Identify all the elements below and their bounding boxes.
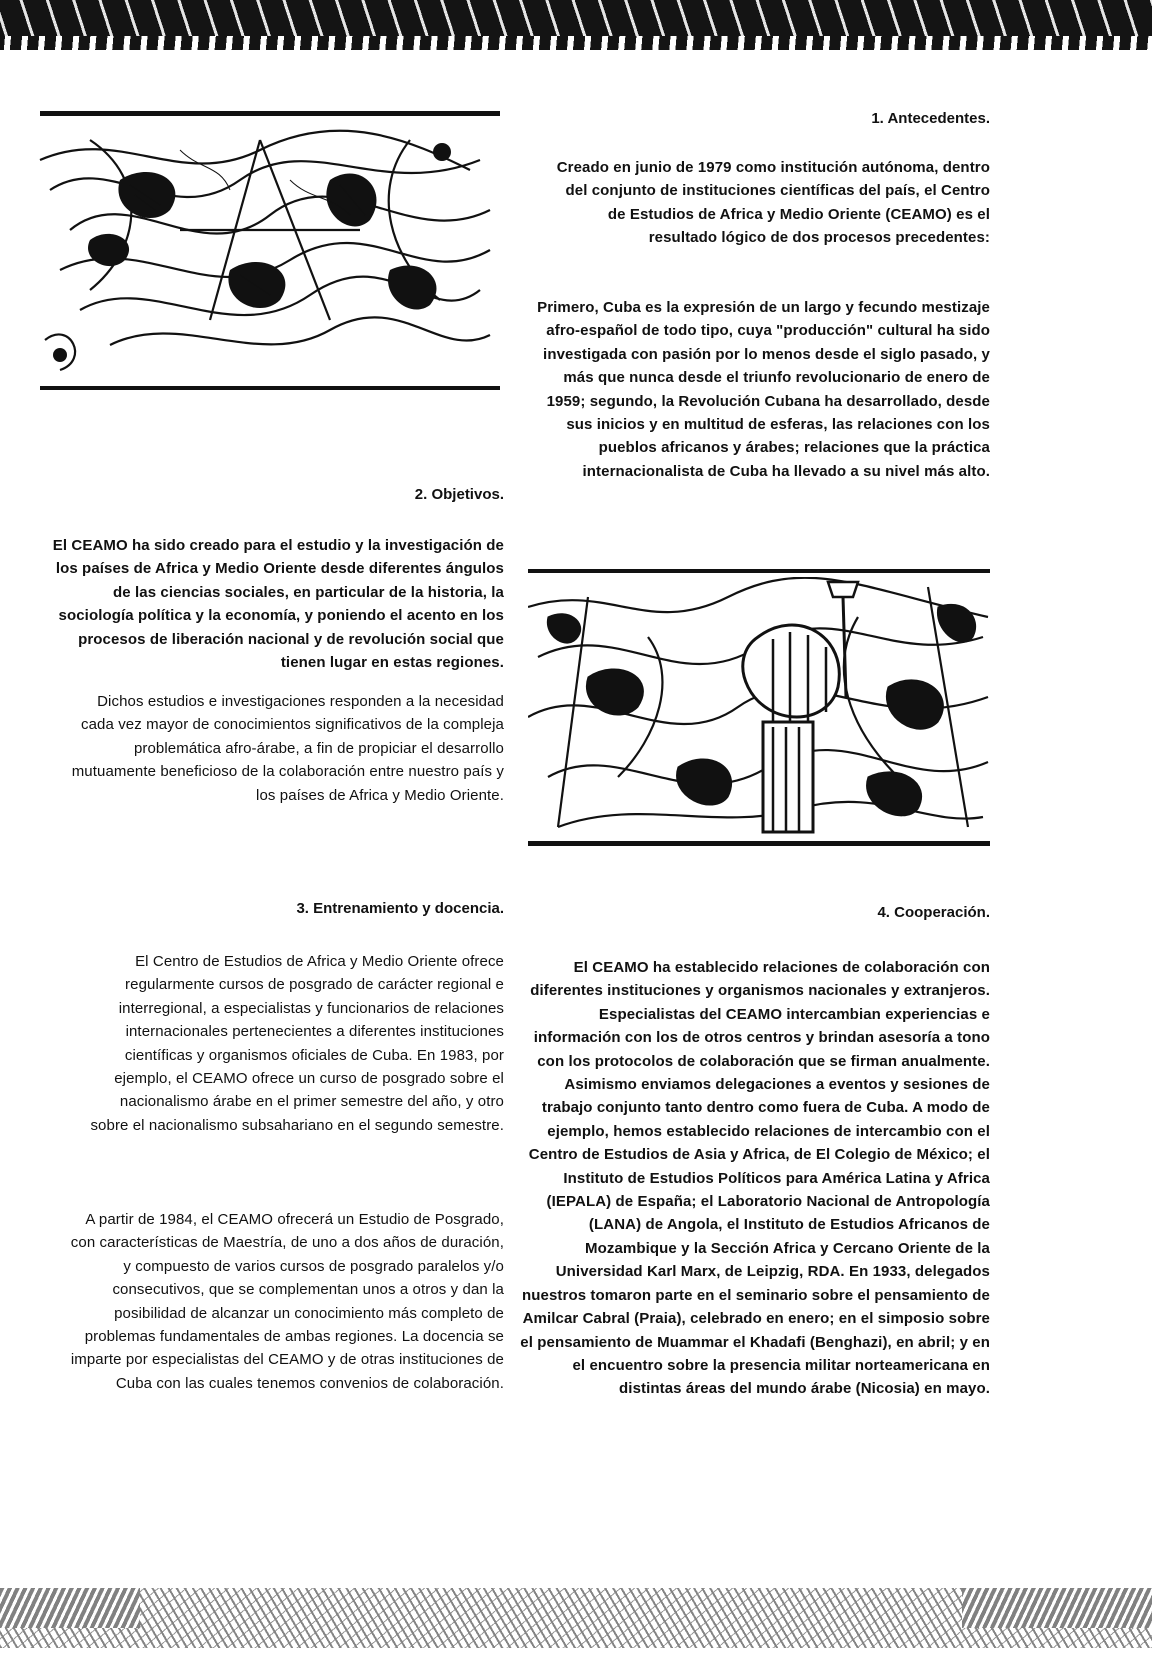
entrenamiento-paragraph-2: A partir de 1984, el CEAMO ofrecerá un Estudio de Posgrado, con características de Maestría, de uno a dos años de duración, y compuesto de varios cursos de posgrado paralelos y/o consecutivos, que se complementan unos a otros y dan la posibilidad de alcanzar un conocimiento más completo de problemas fundamentales de ambas regiones. La docencia se imparte por especialistas del CEAMO y de otras instituciones de Cuba con las cuales tenemos convenios de colaboración. <box>70 1211 504 1392</box>
antecedentes-paragraph-1: Creado en junio de 1979 como institución autónoma, dentro del conjunto de instituciones científicas del país, el Centro de Estudios de Africa y Medio Oriente (CEAMO) es el resultado lógico de dos procesos precedentes: <box>556 159 990 247</box>
section-heading-objetivos: 2. Objetivos. <box>414 486 504 503</box>
abstract-flower-foliage-illustration <box>528 577 990 838</box>
illustration-bottom-rule <box>40 386 500 390</box>
abstract-foliage-illustration <box>30 120 500 382</box>
bottom-border-dense-right <box>962 1588 1152 1628</box>
antecedentes-paragraph-2: Primero, Cuba es la expresión de un largo y fecundo mestizaje afro-español de todo tipo, cuya "producción" cultural ha sido investigada con pasión por lo menos desde el siglo pasado, y más que nunca desde el triunfo revolucionario de enero de 1959; segundo, la Revolución Cubana ha desarrollado, desde sus inicios y en multitud de esferas, las relaciones con los pueblos africanos y árabes; relaciones que la práctica internacionalista de Cuba ha llevado a su nivel más alto. <box>537 299 990 480</box>
illustration-top-rule <box>40 111 500 116</box>
entrenamiento-paragraph-1: El Centro de Estudios de Africa y Medio Oriente ofrece regularmente cursos de posgrado de carácter regional e interregional, a especialistas y funcionarios de relaciones internacionales pertenecientes a diferentes instituciones científicas y organismos oficiales de Cuba. En 1983, por ejemplo, el CEAMO ofrece un curso de posgrado sobre el nacionalismo árabe en el primer semestre del año, y otro sobre el nacionalismo subsahariano en el segundo semestre. <box>90 953 504 1134</box>
bottom-border-dense-left <box>0 1588 140 1628</box>
section-heading-entrenamiento: 3. Entrenamiento y docencia. <box>296 900 504 917</box>
section-heading-antecedentes: 1. Antecedentes. <box>871 110 990 127</box>
section-heading-cooperacion: 4. Cooperación. <box>877 904 990 921</box>
illustration-mid-bottom-rule <box>528 841 990 846</box>
cooperacion-paragraph-1: El CEAMO ha establecido relaciones de colaboración con diferentes instituciones y organismos nacionales y extranjeros. Especialistas del CEAMO intercambian experiencias e información con los de otros centros y brindan asesoría a tono con los protocolos de colaboración que se firman anualmente. Asimismo enviamos delegaciones a eventos y sesiones de trabajo conjunto tanto dentro como fuera de Cuba. A modo de ejemplo, hemos establecido relaciones de intercambio con el Centro de Estudios de Asia y Africa, de El Colegio de México; el Instituto de Estudios Políticos para América Latina y Africa (IEPALA) de España; el Laboratorio Nacional de Antropología (LANA) de Angola, el Instituto de Estudios Africanos de Mozambique y la Sección Africa y Cercano Oriente de la Universidad Karl Marx, de Leipzig, RDA. En 1933, delegados nuestros tomaron parte en el seminario sobre el pensamiento de Amilcar Cabral (Praia), celebrado en enero; en el simposio sobre el pensamiento de Muammar el Khadafi (Benghazi), en abril; y en el encuentro sobre la presencia militar norteamericana en distintas áreas del mundo árabe (Nicosia) en mayo. <box>520 959 990 1398</box>
objetivos-paragraph-2: Dichos estudios e investigaciones responden a la necesidad cada vez mayor de conocimientos significativos de la compleja problemática afro-árabe, a fin de propiciar el desarrollo mutuamente beneficioso de la colaboración entre nuestro país y los países de Africa y Medio Oriente. <box>71 693 504 804</box>
illustration-top-left <box>30 120 500 382</box>
illustration-mid-top-rule <box>528 569 990 573</box>
top-decorative-border <box>0 0 1152 50</box>
illustration-middle-right <box>528 577 990 838</box>
objetivos-paragraph-1: El CEAMO ha sido creado para el estudio y la investigación de los países de Africa y Medio Oriente desde diferentes ángulos de las ciencias sociales, en particular de la historia, la sociología política y la economía, y poniendo el acento en los procesos de liberación nacional y de revolución social que tienen lugar en estas regiones. <box>52 537 504 672</box>
bottom-decorative-border <box>0 1588 1152 1648</box>
